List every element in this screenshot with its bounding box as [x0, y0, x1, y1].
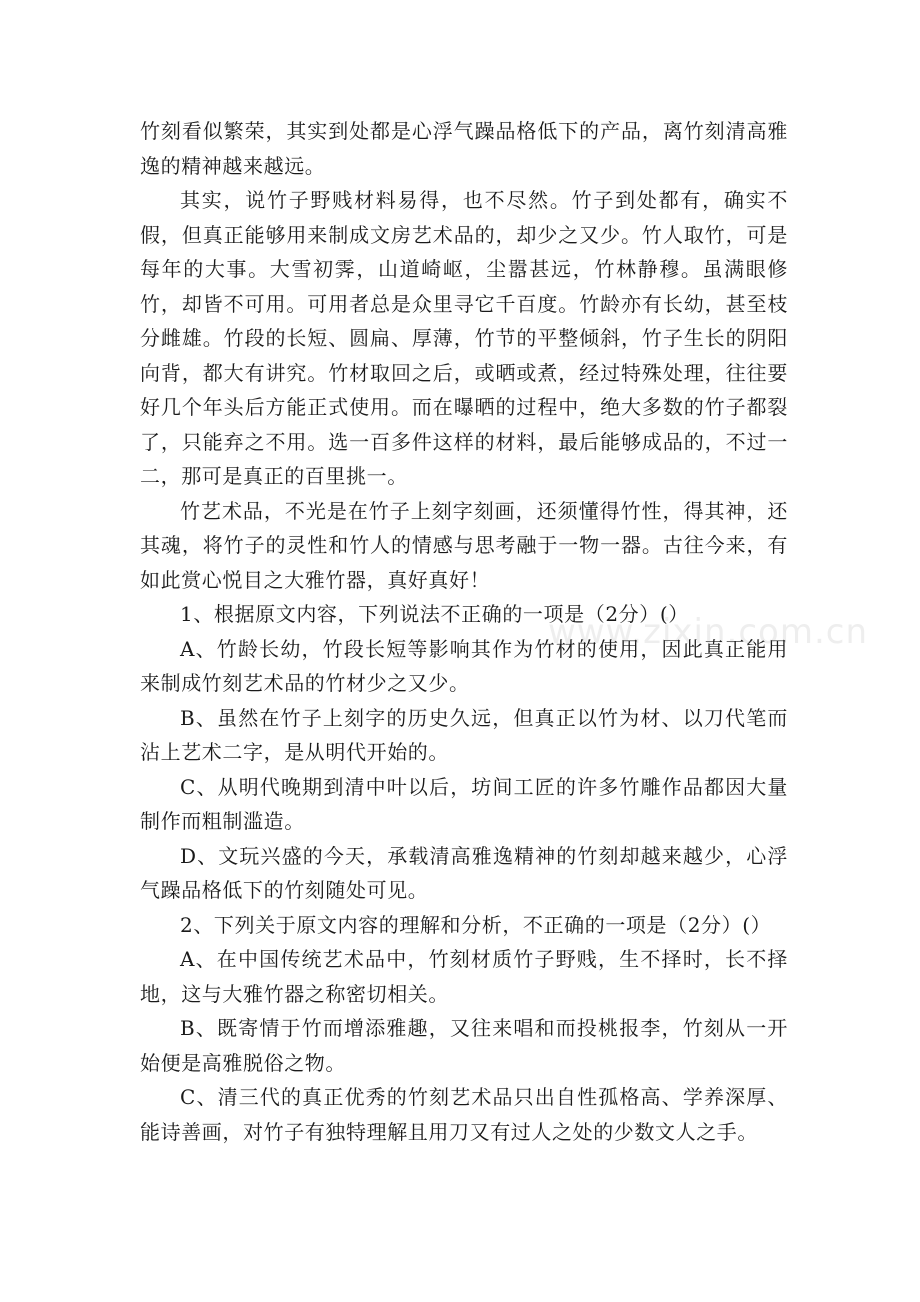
watermark: www.zixin.com.cn — [548, 612, 868, 652]
question-1-option-a: A、竹龄长幼，竹段长短等影响其作为竹材的使用，因此真正能用来制成竹刻艺术品的竹材少之又少。 — [140, 636, 788, 695]
question-1-option-b: B、虽然在竹子上刻字的历史久远，但真正以竹为材、以刀代笔而沾上艺术二字，是从明代开始的。 — [140, 705, 788, 764]
question-2-stem: 2、下列关于原文内容的理解和分析，不正确的一项是（2分）(） — [180, 912, 772, 937]
paragraph-bamboo-material: 其实，说竹子野贱材料易得，也不尽然。竹子到处都有，确实不假，但真正能够用来制成文房艺术品的，却少之又少。竹人取竹，可是每年的大事。大雪初霁，山道崎岖，尘嚣甚远，竹林静穆。虽满眼修竹，却皆不可用。可用者总是众里寻它千百度。竹龄亦有长幼，甚至枝分雌雄。竹段的长短、圆扁、厚薄，竹节的平整倾斜，竹子生长的阴阳向背，都大有讲究。竹材取回之后，或晒或煮，经过特殊处理，往往要好几个年头后方能正式使用。而在曝晒的过程中，绝大多数的竹子都裂了，只能弃之不用。选一百多件这样的材料，最后能够成品的，不过一二，那可是真正的百里挑一。 — [140, 188, 788, 488]
question-1-stem: 1、根据原文内容，下列说法不正确的一项是（2分）(） — [180, 602, 689, 626]
paragraph-bamboo-art: 竹艺术品，不光是在竹子上刻字刻画，还须懂得竹性，得其神，还其魂，将竹子的灵性和竹人的情感与思考融于一物一器。古往今来，有如此赏心悦目之大雅竹器，真好真好！ — [140, 498, 788, 592]
question-1-option-c: C、从明代晚期到清中叶以后，坊间工匠的许多竹雕作品都因大量制作而粗制滥造。 — [140, 774, 788, 833]
document-body — [140, 114, 788, 1149]
question-1-option-d: D、文玩兴盛的今天，承载清高雅逸精神的竹刻却越来越少，心浮气躁品格低下的竹刻随处可见。 — [140, 843, 788, 902]
question-2-option-c: C、清三代的真正优秀的竹刻艺术品只出自性孤格高、学养深厚、能诗善画，对竹子有独特理解且用刀又有过人之处的少数文人之手。 — [140, 1085, 788, 1144]
paragraph-continuation: 竹刻看似繁荣，其实到处都是心浮气躁品格低下的产品，离竹刻清高雅逸的精神越来越远。 — [140, 119, 788, 178]
question-2-option-a: A、在中国传统艺术品中，竹刻材质竹子野贱，生不择时，长不择地，这与大雅竹器之称密切相关。 — [140, 947, 788, 1006]
question-2-option-b: B、既寄情于竹而增添雅趣，又往来唱和而投桃报李，竹刻从一开始便是高雅脱俗之物。 — [140, 1016, 788, 1075]
